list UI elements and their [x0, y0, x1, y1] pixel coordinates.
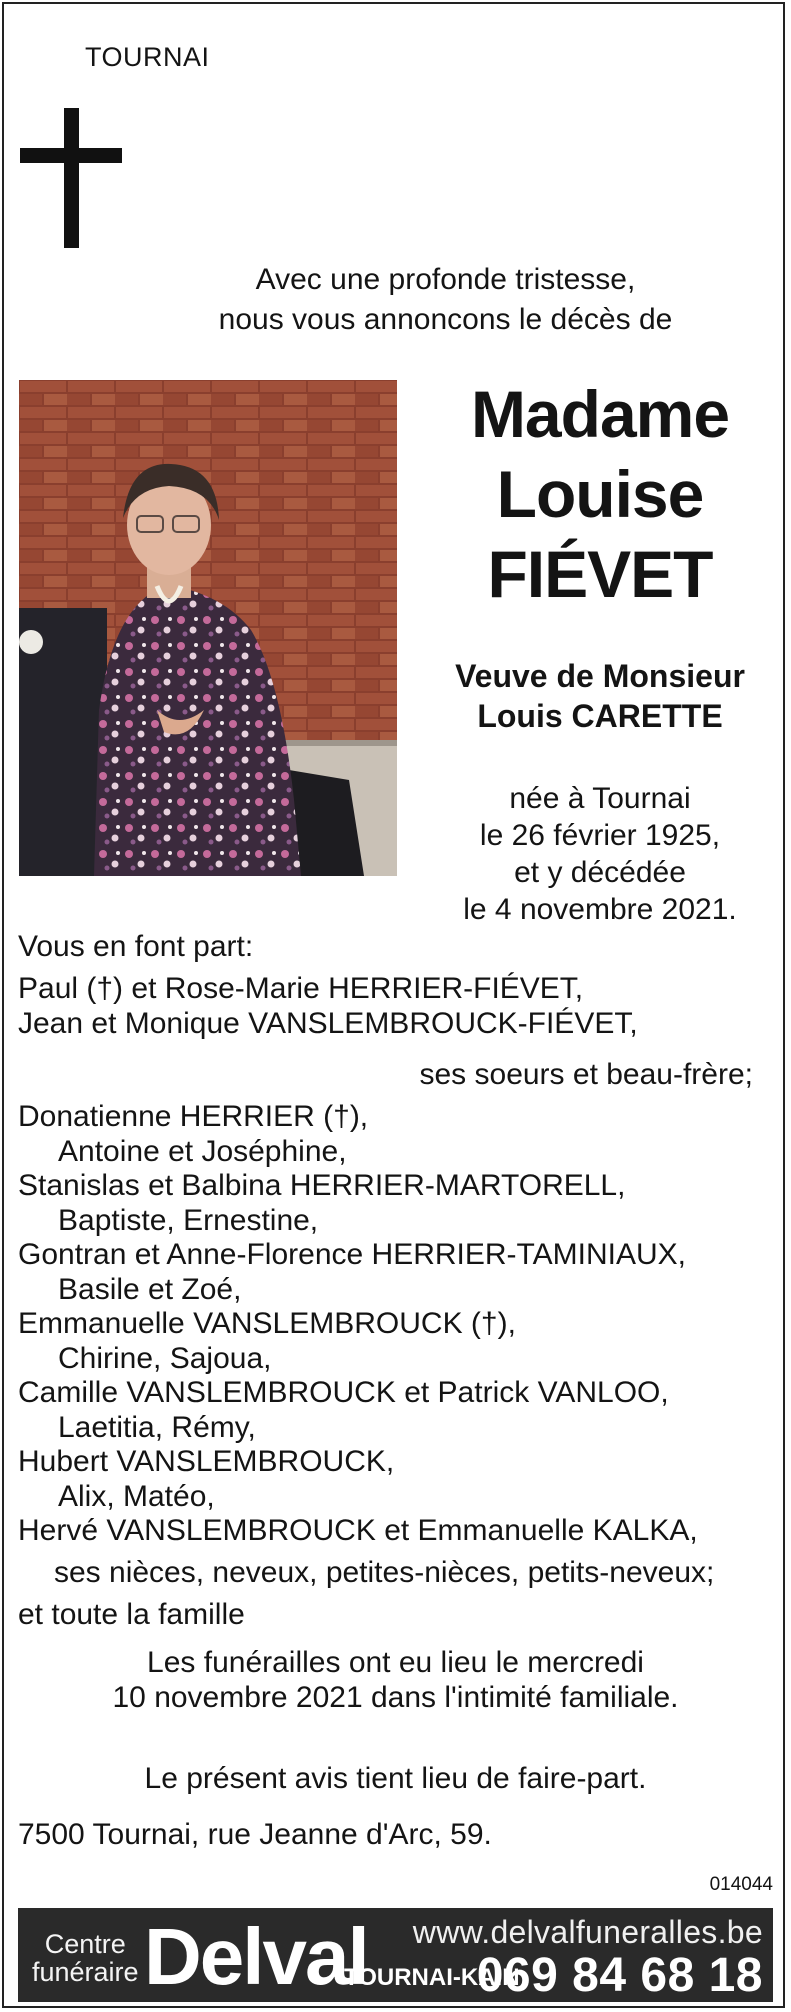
portrait-photo [19, 380, 397, 876]
family-line: Antoine et Joséphine, [58, 1134, 347, 1168]
birth-place: née à Tournai [509, 782, 691, 815]
siblings-relation: ses soeurs et beau-frère; [419, 1058, 753, 1091]
notice-line: Le présent avis tient lieu de faire-part. [144, 1762, 647, 1795]
spouse-line-1: Veuve de Monsieur [455, 658, 745, 694]
address: 7500 Tournai, rue Jeanne d'Arc, 59. [18, 1818, 492, 1851]
family-line: Hervé VANSLEMBROUCK et Emmanuelle KALKA, [18, 1514, 698, 1547]
family-intro: Vous en font part: [18, 930, 254, 963]
reference-number: 014044 [709, 1874, 773, 1895]
ceremony-info [18, 1646, 773, 1715]
family-line: Camille VANSLEMBROUCK et Patrick VANLOO, [18, 1376, 669, 1409]
family-line: Basile et Zoé, [58, 1272, 242, 1306]
cross-icon [20, 108, 122, 248]
death-date: le 4 novembre 2021. [463, 893, 737, 926]
nieces-line: ses nièces, neveux, petites-nièces, petits-neveux; [54, 1556, 715, 1589]
sibling-line: Paul (†) et Rose-Marie HERRIER-FIÉVET, [18, 972, 584, 1005]
funeral-home-footer [18, 1908, 773, 2002]
death-place: et y décédée [514, 856, 686, 889]
intro-line-1: Avec une profonde tristesse, [255, 263, 636, 296]
centre-label [32, 1930, 139, 1986]
deceased-name [420, 374, 780, 614]
ceremony-line-2: 10 novembre 2021 dans l'intimité familiale. [112, 1680, 679, 1714]
city-heading: TOURNAI [85, 42, 210, 72]
siblings-list [18, 972, 773, 1041]
deceased-last-name: FIÉVET [487, 537, 713, 611]
spouse-line-2: Louis CARETTE [477, 698, 723, 734]
family-line: Baptiste, Ernestine, [58, 1203, 319, 1237]
family-line: Laetitia, Rémy, [58, 1410, 256, 1444]
ceremony-line-1: Les funérailles ont eu lieu le mercredi [147, 1646, 644, 1679]
family-line: Emmanuelle VANSLEMBROUCK (†), [18, 1307, 516, 1340]
phone-number[interactable]: 069 84 68 18 [476, 1949, 763, 2002]
portrait-illustration [19, 380, 397, 876]
sibling-line: Jean et Monique VANSLEMBROUCK-FIÉVET, [18, 1006, 638, 1040]
brand-name: Delval [144, 1912, 368, 2001]
life-dates [420, 780, 780, 928]
centre-line-2: funéraire [32, 1957, 139, 1987]
spouse-info [420, 656, 780, 736]
birth-date: le 26 février 1925, [479, 819, 721, 852]
whole-family: et toute la famille [18, 1598, 245, 1631]
family-list [18, 1100, 773, 1549]
intro-text [0, 260, 791, 340]
family-line: Gontran et Anne-Florence HERRIER-TAMINIAUX, [18, 1238, 686, 1271]
deceased-first-name: Louise [496, 457, 704, 531]
family-line: Stanislas et Balbina HERRIER-MARTORELL, [18, 1169, 626, 1202]
family-line: Alix, Matéo, [58, 1479, 215, 1513]
nieces-relation [18, 1556, 773, 1591]
family-line: Chirine, Sajoua, [58, 1341, 272, 1375]
website-link[interactable]: www.delvalfuneralles.be [412, 1914, 763, 1950]
family-line: Donatienne HERRIER (†), [18, 1100, 369, 1133]
deceased-title: Madame [470, 377, 730, 451]
centre-line-1: Centre [44, 1929, 126, 1959]
footer-city: TOURNAI-KAIN [344, 1964, 520, 1991]
intro-line-2: nous vous annoncons le décès de [218, 303, 673, 336]
family-line: Hubert VANSLEMBROUCK, [18, 1445, 395, 1478]
